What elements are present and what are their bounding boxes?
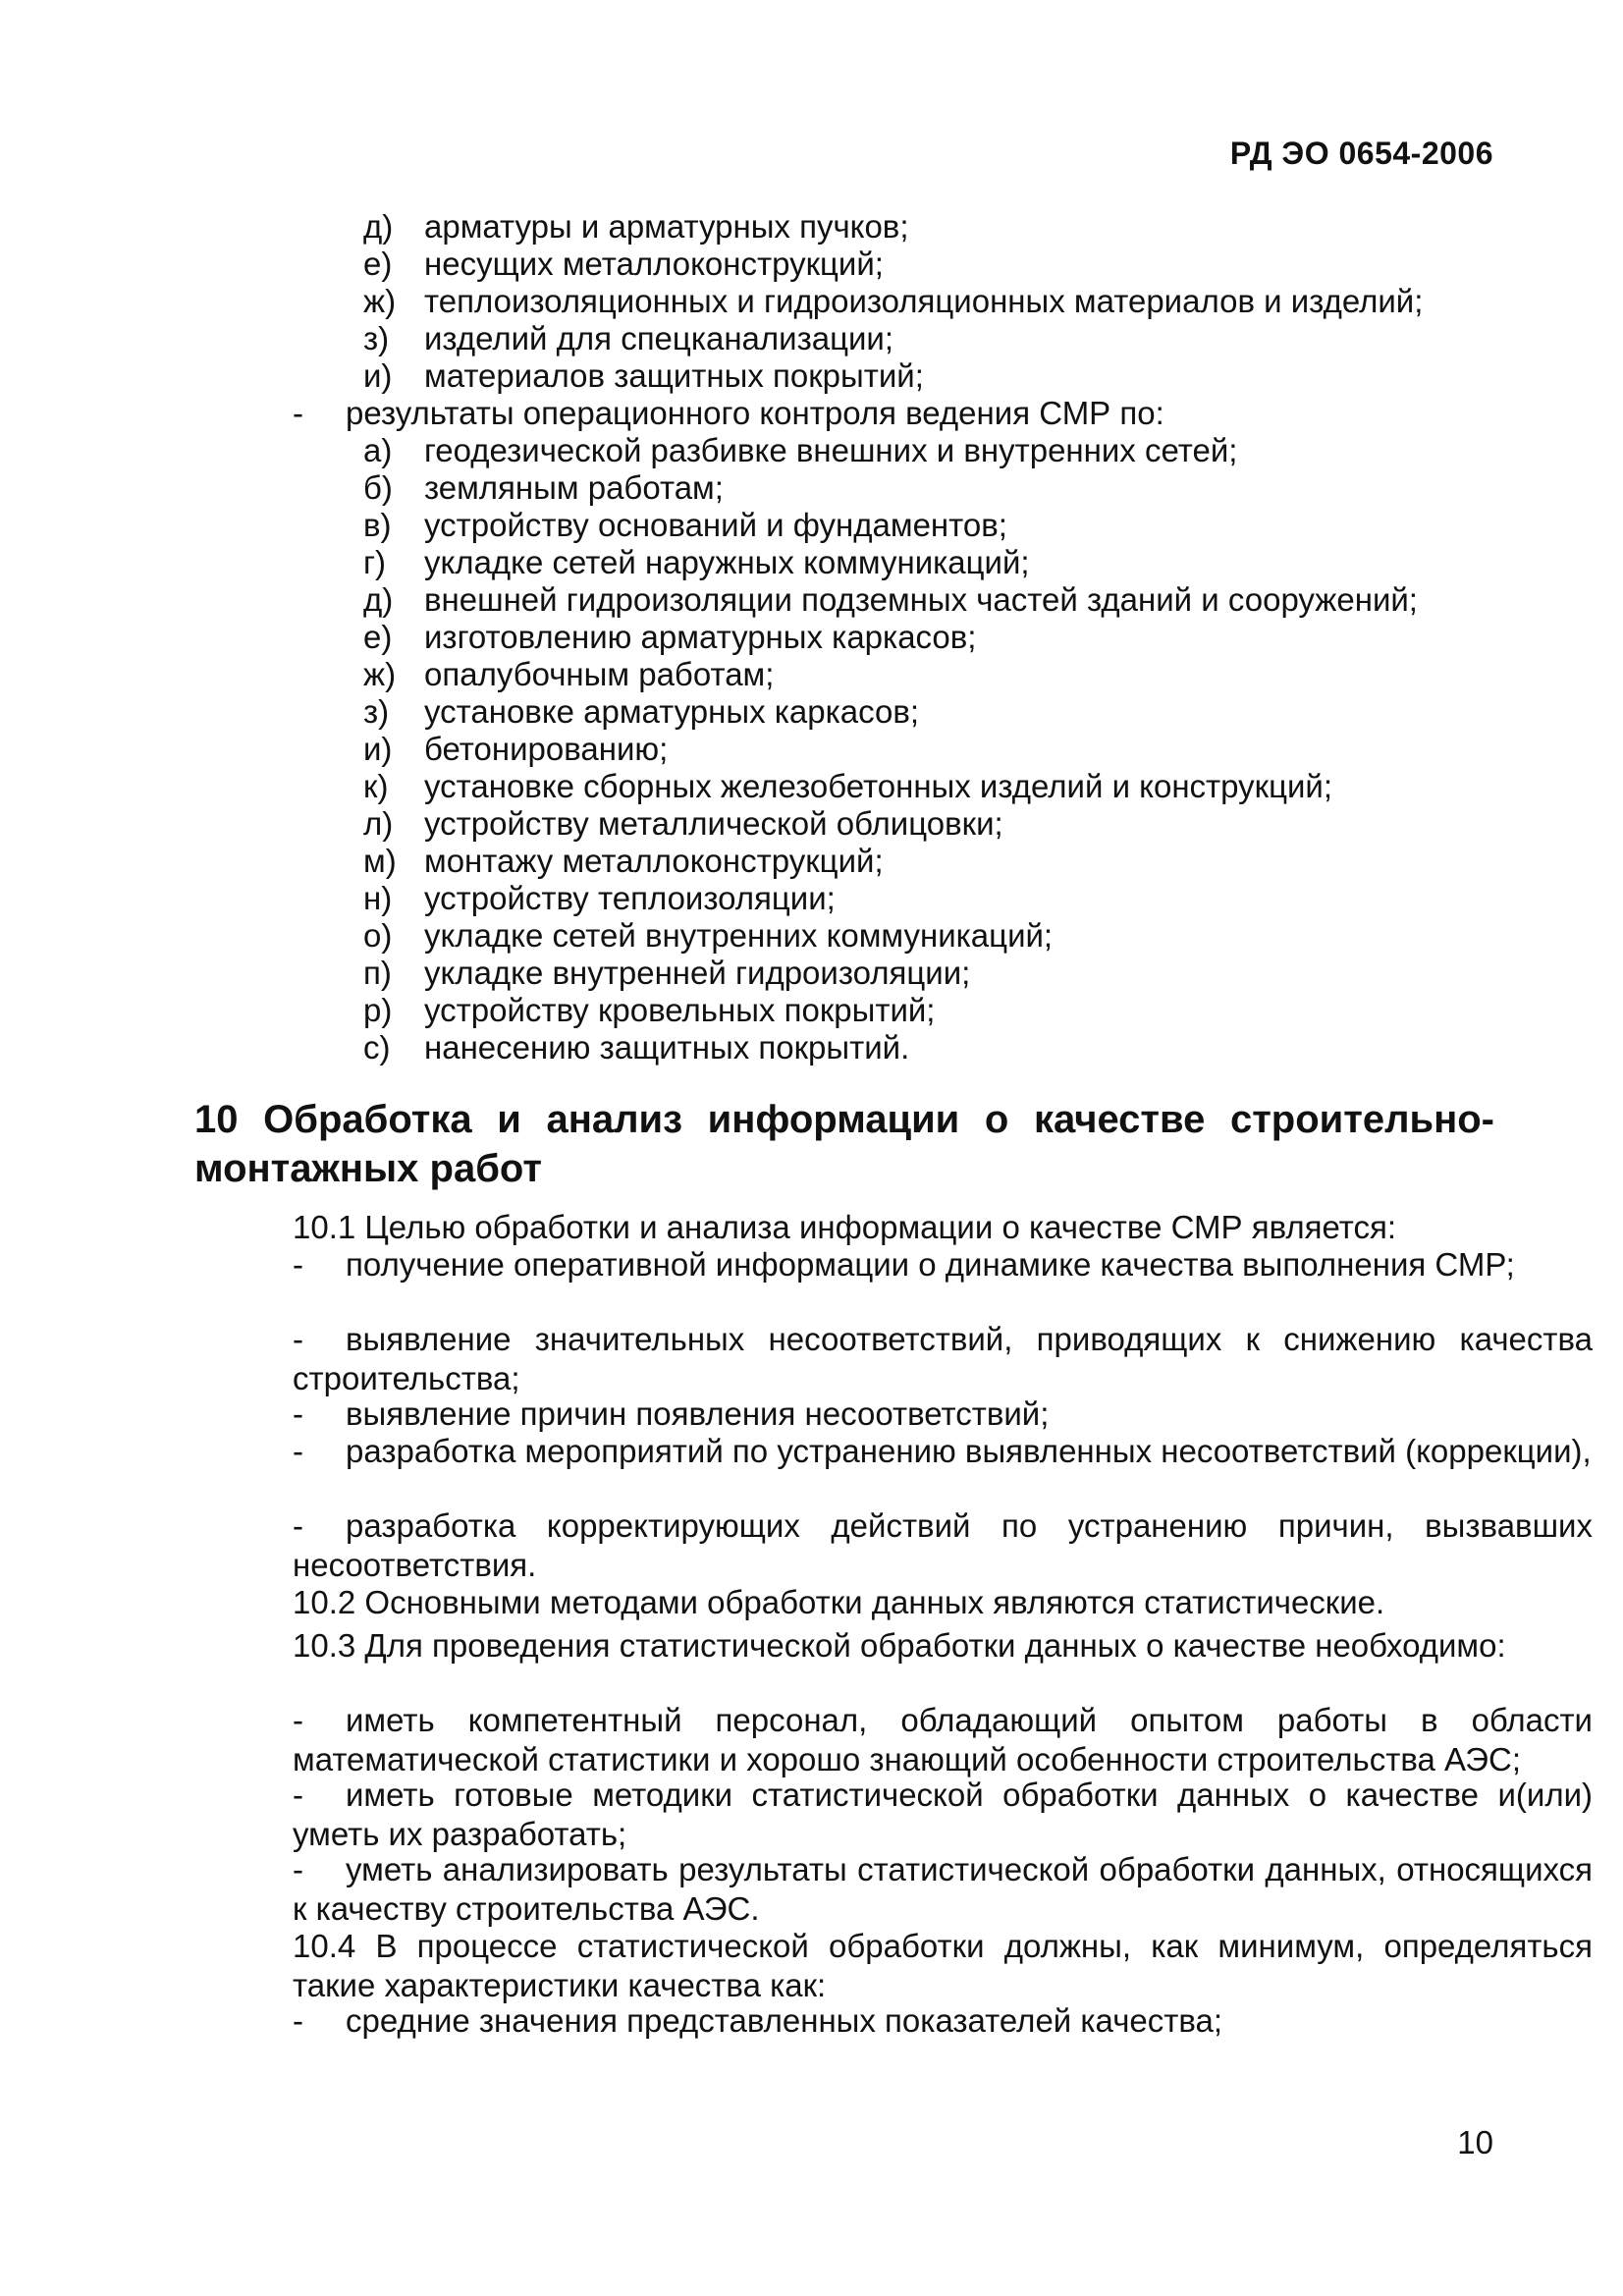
section-heading: 10 Обработка и анализ информации о качестве строительно-монтажных работ	[194, 1098, 1494, 1190]
list-marker: з)	[363, 693, 390, 730]
bullet-text: уметь анализировать результаты статистической обработки данных, относящихся к качеству строительства АЭС.	[293, 1851, 1593, 1927]
bullet-paragraph	[194, 2001, 1593, 2041]
bullet-paragraph	[194, 1320, 1593, 1398]
paragraph-10-1: 10.1 Целью обработки и анализа информации о качестве СМР является:	[293, 1209, 1397, 1245]
list-item	[363, 283, 1473, 320]
list-item	[363, 656, 1473, 693]
list-marker: п)	[363, 955, 392, 991]
bullet-dash: -	[293, 1395, 303, 1432]
list-item	[363, 581, 1473, 619]
list-text: монтажу металлоконструкций;	[424, 843, 884, 879]
list-marker: д)	[363, 581, 394, 618]
list-marker: е)	[363, 619, 393, 655]
bullet-dash: -	[293, 1246, 303, 1283]
list-text: устройству кровельных покрытий;	[424, 992, 936, 1028]
list-text: опалубочным работам;	[424, 656, 775, 692]
list-marker: е)	[363, 246, 393, 282]
list-marker: ж)	[363, 656, 397, 692]
list-item	[363, 432, 1473, 469]
list-text: укладке внутренней гидроизоляции;	[424, 955, 971, 991]
list-text: установке сборных железобетонных изделий и конструкций;	[424, 768, 1333, 804]
bullet-text: результаты операционного контроля ведения СМР по:	[346, 395, 1164, 431]
bullet-text: разработка мероприятий по устранению выявленных несоответствий (коррекции),	[346, 1433, 1592, 1469]
list-text: укладке сетей наружных коммуникаций;	[424, 544, 1030, 580]
bullet-paragraph	[194, 1776, 1593, 1854]
list-text: изготовлению арматурных каркасов;	[424, 619, 977, 655]
list-text: устройству теплоизоляции;	[424, 880, 836, 916]
list-text: установке арматурных каркасов;	[424, 693, 920, 730]
list-marker: р)	[363, 992, 393, 1028]
bullet-text: иметь компетентный персонал, обладающий опытом работы в области математической статистики и хорошо знающий особенности строительства АЭС;	[293, 1702, 1593, 1777]
bullet-text: средние значения представленных показателей качества;	[346, 2002, 1223, 2039]
list-text: геодезической разбивке внешних и внутренних сетей;	[424, 432, 1238, 468]
list-item	[363, 208, 1473, 246]
list-item	[363, 768, 1473, 805]
list-item	[363, 805, 1473, 843]
bullet-dash: -	[293, 1777, 303, 1813]
list-marker: с)	[363, 1029, 391, 1066]
list-item	[363, 917, 1473, 955]
list-text: укладке сетей внутренних коммуникаций;	[424, 917, 1054, 954]
list-item	[363, 507, 1473, 544]
bullet-text: иметь готовые методики статистической обработки данных о качестве и(или) уметь их разработать;	[293, 1777, 1593, 1852]
paragraph-10-3: 10.3 Для проведения статистической обработки данных о качестве необходимо:	[293, 1627, 1506, 1664]
list-text: бетонированию;	[424, 731, 669, 767]
list-text: арматуры и арматурных пучков;	[424, 208, 909, 245]
list-item	[363, 544, 1473, 581]
list-marker: и)	[363, 357, 393, 394]
list-item	[363, 357, 1473, 395]
list-item	[363, 955, 1473, 992]
list-item	[363, 469, 1473, 507]
list-item	[363, 693, 1473, 731]
list-item	[363, 1029, 1473, 1066]
list-text: изделий для спецканализации;	[424, 320, 894, 356]
bullet-dash: -	[293, 1507, 303, 1544]
list-item	[363, 619, 1473, 656]
list-marker: г)	[363, 544, 387, 580]
page-number: 10	[1457, 2124, 1493, 2160]
list-text: материалов защитных покрытий;	[424, 357, 924, 394]
document-code: РД ЭО 0654-2006	[1229, 136, 1493, 171]
list-marker: з)	[363, 320, 390, 356]
list-text: теплоизоляционных и гидроизоляционных материалов и изделий;	[424, 283, 1424, 319]
list-text: внешней гидроизоляции подземных частей зданий и сооружений;	[424, 581, 1418, 618]
list-text: устройству оснований и фундаментов;	[424, 507, 1007, 543]
bullet-dash: -	[293, 1851, 303, 1887]
paragraph-10-2: 10.2 Основными методами обработки данных являются статистические.	[293, 1584, 1385, 1620]
bullet-dash: -	[293, 1433, 303, 1469]
bullet-text: разработка корректирующих действий по устранению причин, вызвавших несоответствия.	[293, 1507, 1593, 1583]
bullet-paragraph	[194, 1701, 1593, 1779]
list-text: земляным работам;	[424, 469, 724, 506]
bullet-paragraph	[194, 1506, 1593, 1585]
bullet-paragraph	[194, 1850, 1593, 1929]
list-marker: а)	[363, 432, 393, 468]
list-marker: л)	[363, 805, 394, 842]
list-item	[363, 246, 1473, 283]
list-marker: б)	[363, 469, 393, 506]
bullet-dash: -	[293, 1702, 303, 1738]
paragraph-10-4: 10.4 В процессе статистической обработки должны, как минимум, определяться такие характеристики качества как:	[293, 1928, 1593, 2003]
list-text: несущих металлоконструкций;	[424, 246, 884, 282]
list-marker: в)	[363, 507, 392, 543]
bullet-dash: -	[293, 1321, 303, 1357]
list-item	[363, 992, 1473, 1029]
bullet-dash: -	[293, 395, 303, 431]
bullet-text: выявление значительных несоответствий, приводящих к снижению качества строительства;	[293, 1321, 1593, 1396]
list-item	[363, 880, 1473, 917]
list-marker: ж)	[363, 283, 397, 319]
list-marker: н)	[363, 880, 393, 916]
list-marker: о)	[363, 917, 393, 954]
list-marker: м)	[363, 843, 397, 879]
bullet-paragraph	[194, 1245, 1593, 1285]
bullet-paragraph	[194, 1394, 1593, 1434]
list-marker: д)	[363, 208, 394, 245]
list-marker: к)	[363, 768, 389, 804]
list-text: устройству металлической облицовки;	[424, 805, 1003, 842]
list-marker: и)	[363, 731, 393, 767]
bullet-paragraph	[194, 1432, 1593, 1471]
bullet-dash: -	[293, 2002, 303, 2039]
list-text: нанесению защитных покрытий.	[424, 1029, 910, 1066]
bullet-text: получение оперативной информации о динамике качества выполнения СМР;	[346, 1246, 1515, 1283]
control-results-bullet	[293, 395, 1481, 432]
list-item	[363, 320, 1473, 357]
list-item	[363, 731, 1473, 768]
bullet-text: выявление причин появления несоответствий;	[346, 1395, 1050, 1432]
list-item	[363, 843, 1473, 880]
